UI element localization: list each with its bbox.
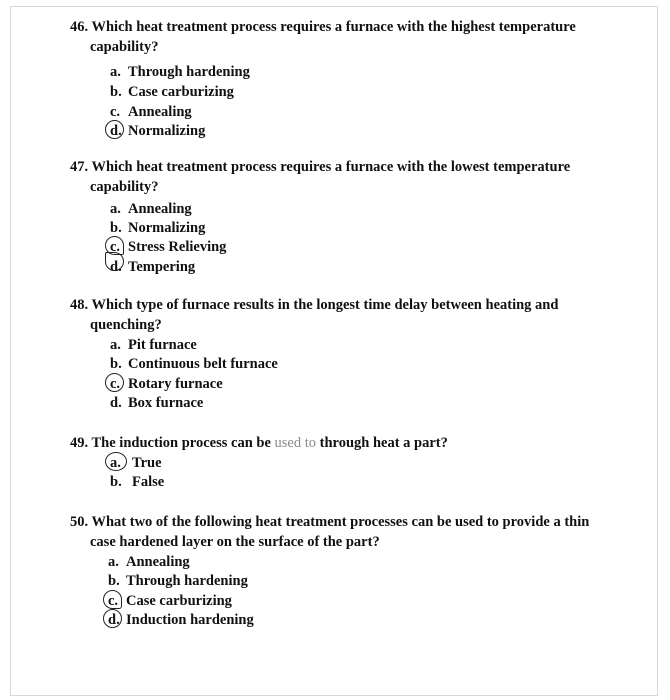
option-d[interactable]: [110, 394, 203, 413]
option-d[interactable]: [110, 122, 205, 141]
stem-line: capability?: [90, 178, 159, 195]
option-text: Rotary furnace: [128, 376, 223, 392]
stem-line: 47. Which heat treatment process requires a furnace with the lowest temperature: [70, 159, 571, 175]
option-letter-text: a.: [110, 455, 121, 471]
option-letter: a.: [110, 201, 121, 217]
question-stem: [70, 513, 630, 552]
option-letter: b.: [110, 220, 122, 236]
stem-line: quenching?: [90, 316, 162, 333]
option-letter: d.: [110, 395, 122, 411]
stem-line: 48. Which type of furnace results in the longest time delay between heating and: [70, 297, 559, 313]
option-letter: b.: [110, 356, 122, 372]
stem-line: case hardened layer on the surface of the part?: [90, 533, 380, 550]
question-stem: [70, 434, 630, 454]
option-text: Tempering: [128, 259, 196, 275]
question-stem: [70, 296, 630, 335]
option-text: True: [132, 455, 162, 471]
option-text: Induction hardening: [126, 612, 254, 628]
option-letter: a.: [108, 554, 119, 570]
option-a[interactable]: [108, 553, 190, 572]
option-c[interactable]: [110, 103, 192, 122]
option-letter-text: c.: [110, 239, 121, 255]
option-text: Through hardening: [126, 573, 248, 589]
stem-line: capability?: [90, 38, 159, 55]
question-stem: [70, 18, 630, 57]
stem-line: 46. Which heat treatment process requires a furnace with the highest temperature: [70, 19, 576, 35]
answer-circle-mark: [105, 452, 127, 471]
option-a[interactable]: [110, 454, 162, 473]
option-letter: [110, 375, 128, 394]
stem-line: [70, 434, 630, 454]
option-text: Continuous belt furnace: [128, 356, 278, 372]
option-a[interactable]: [110, 63, 250, 82]
answer-circle-mark: [105, 373, 124, 392]
option-letter-text: c.: [108, 593, 119, 609]
option-letter: c.: [110, 104, 121, 120]
option-letter-text: d.: [110, 123, 122, 139]
option-text: Normalizing: [128, 220, 206, 236]
stem-line: 50. What two of the following heat treatment processes can be used to provide a thin: [70, 514, 590, 530]
option-text: Annealing: [128, 201, 192, 217]
option-text: Through hardening: [128, 64, 250, 80]
option-letter: b.: [108, 573, 120, 589]
option-text: Annealing: [126, 554, 190, 570]
option-d[interactable]: [110, 258, 195, 277]
option-a[interactable]: [110, 200, 192, 219]
option-d[interactable]: [108, 611, 254, 630]
option-text: Normalizing: [128, 123, 206, 139]
option-b[interactable]: [108, 572, 248, 591]
option-letter-text: c.: [110, 376, 121, 392]
option-text: Case carburizing: [126, 593, 232, 609]
option-letter: a.: [110, 337, 121, 353]
option-a[interactable]: [110, 336, 197, 355]
option-text: Box furnace: [128, 395, 204, 411]
option-b[interactable]: [110, 473, 164, 492]
option-letter: [110, 258, 128, 277]
option-letter: [110, 122, 128, 141]
answer-circle-mark: [103, 590, 122, 609]
option-b[interactable]: [110, 219, 205, 238]
option-c[interactable]: [110, 238, 226, 257]
stem-text: 49. The induction process can be: [70, 435, 275, 451]
option-letter: a.: [110, 64, 121, 80]
option-text: Case carburizing: [128, 84, 234, 100]
stem-text-faint: used to: [274, 435, 316, 451]
stem-text: through heat a part?: [316, 435, 448, 451]
answer-circle-mark: [105, 120, 124, 139]
option-c[interactable]: [110, 375, 223, 394]
option-letter: [110, 454, 128, 473]
option-letter: [108, 611, 126, 630]
option-text: Annealing: [128, 104, 192, 120]
option-b[interactable]: [110, 355, 278, 374]
option-c[interactable]: [108, 592, 232, 611]
answer-circle-mark: [103, 609, 122, 628]
option-text: Pit furnace: [128, 337, 197, 353]
option-letter: b.: [110, 84, 122, 100]
option-b[interactable]: [110, 83, 234, 102]
answer-circle-mark: [105, 252, 124, 271]
option-letter: b.: [110, 474, 122, 490]
question-stem: [70, 158, 630, 197]
option-text: Stress Relieving: [128, 239, 227, 255]
option-text: False: [132, 474, 165, 490]
option-letter-text: d.: [108, 612, 120, 628]
option-letter-text: d.: [110, 259, 122, 275]
